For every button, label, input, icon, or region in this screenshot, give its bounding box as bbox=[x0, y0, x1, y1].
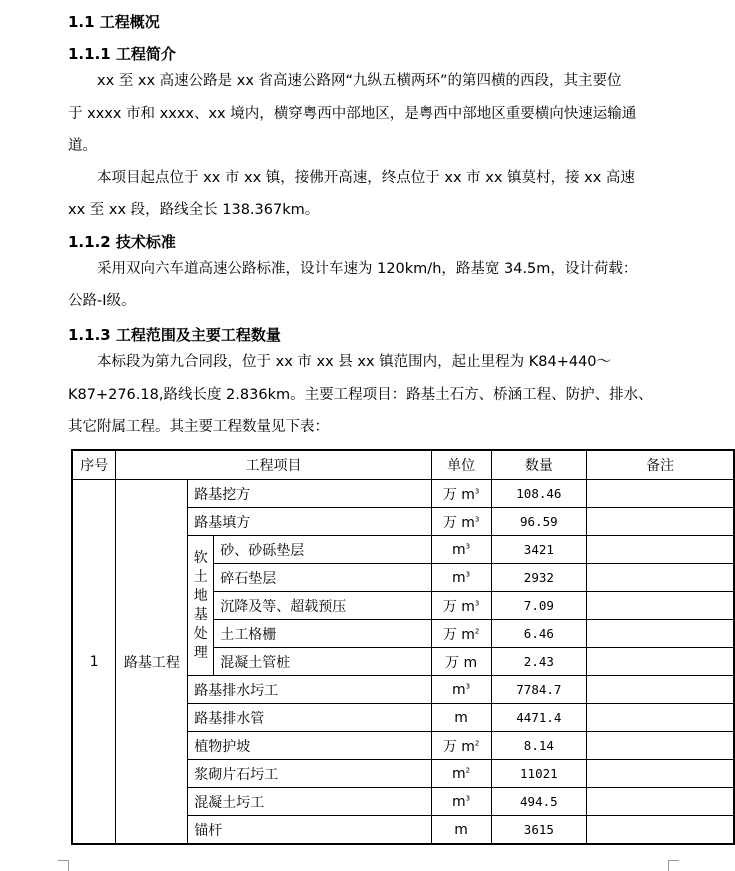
scope-paragraph-line: K87+276.18,路线长度 2.836km。主要工程项目：路基土石方、桥涵工程、防护、排水、 bbox=[68, 387, 653, 403]
qty-cell: 4471.4 bbox=[491, 704, 587, 732]
item-cell: 沉降及等、超载预压 bbox=[214, 592, 431, 620]
qty-cell: 11021 bbox=[491, 760, 587, 788]
unit-cell: 万 $m^3$ bbox=[431, 508, 491, 536]
section-heading-1-1-1: 1.1.1 工程简介 bbox=[68, 45, 176, 63]
item-cell: 锚杆 bbox=[188, 816, 431, 845]
note-cell bbox=[587, 508, 734, 536]
note-cell bbox=[587, 648, 734, 676]
unit-cell: 万 m bbox=[431, 648, 491, 676]
standard-paragraph-line: 采用双向六车道高速公路标准，设计车速为 120km/h，路基宽 34.5m，设计荷载： bbox=[97, 261, 638, 277]
section-heading-1-1-2: 1.1.2 技术标准 bbox=[68, 233, 176, 251]
section-heading-1-1-3: 1.1.3 工程范围及主要工程数量 bbox=[68, 326, 281, 344]
intro-paragraph-line: xx 至 xx 段，路线全长 138.367km。 bbox=[68, 202, 320, 218]
unit-cell: m bbox=[431, 816, 491, 845]
unit-cell: $m^2$ bbox=[431, 760, 491, 788]
table-row bbox=[72, 480, 734, 508]
intro-paragraph-line: 本项目起点位于 xx 市 xx 镇，接佛开高速，终点位于 xx 市 xx 镇莫村，接 xx 高速 bbox=[97, 170, 635, 186]
item-cell: 浆砌片石圬工 bbox=[188, 760, 431, 788]
unit-cell: $m^3$ bbox=[431, 536, 491, 564]
item-cell: 碎石垫层 bbox=[214, 564, 431, 592]
item-cell: 路基排水圬工 bbox=[188, 676, 431, 704]
unit-cell: 万 $m^2$ bbox=[431, 620, 491, 648]
standard-paragraph-line: 公路-Ⅰ级。 bbox=[68, 293, 136, 309]
item-cell: 混凝土管桩 bbox=[214, 648, 431, 676]
scope-paragraph-line: 其它附属工程。其主要工程数量见下表： bbox=[68, 419, 329, 435]
qty-cell: 7784.7 bbox=[491, 676, 587, 704]
note-cell bbox=[587, 788, 734, 816]
unit-cell: $m^3$ bbox=[431, 676, 491, 704]
qty-cell: 108.46 bbox=[491, 480, 587, 508]
unit-cell: $m^3$ bbox=[431, 564, 491, 592]
note-cell bbox=[587, 676, 734, 704]
unit-cell: $m^3$ bbox=[431, 788, 491, 816]
category-cell: 路基工程 bbox=[116, 480, 188, 845]
note-cell bbox=[587, 480, 734, 508]
item-cell: 砂、砂砾垫层 bbox=[214, 536, 431, 564]
unit-cell: 万 $m^3$ bbox=[431, 592, 491, 620]
header-item: 工程项目 bbox=[116, 450, 431, 480]
intro-paragraph-line: 道。 bbox=[68, 138, 97, 154]
intro-paragraph-line: 于 xxxx 市和 xxxx、xx 境内，横穿粤西中部地区，是粤西中部地区重要横向快速运输通 bbox=[68, 106, 637, 122]
unit-cell: m bbox=[431, 704, 491, 732]
qty-cell: 7.09 bbox=[491, 592, 587, 620]
item-cell: 路基排水管 bbox=[188, 704, 431, 732]
intro-paragraph-line: xx 至 xx 高速公路是 xx 省高速公路网“九纵五横两环”的第四横的西段，其主要位 bbox=[97, 73, 622, 89]
note-cell bbox=[587, 760, 734, 788]
page-corner-mark bbox=[668, 860, 679, 871]
item-cell: 混凝土圬工 bbox=[188, 788, 431, 816]
quantity-table bbox=[71, 449, 735, 845]
qty-cell: 6.46 bbox=[491, 620, 587, 648]
soft-foundation-group-label: 软 土 地 基 处 理 bbox=[188, 536, 214, 676]
header-unit: 单位 bbox=[431, 450, 491, 480]
note-cell bbox=[587, 620, 734, 648]
qty-cell: 8.14 bbox=[491, 732, 587, 760]
item-cell: 路基挖方 bbox=[188, 480, 431, 508]
qty-cell: 3421 bbox=[491, 536, 587, 564]
item-cell: 植物护坡 bbox=[188, 732, 431, 760]
unit-cell: 万 $m^3$ bbox=[431, 480, 491, 508]
note-cell bbox=[587, 816, 734, 845]
seq-cell: 1 bbox=[72, 480, 116, 845]
header-qty: 数量 bbox=[491, 450, 587, 480]
qty-cell: 494.5 bbox=[491, 788, 587, 816]
section-heading-1-1: 1.1 工程概况 bbox=[68, 13, 160, 31]
note-cell bbox=[587, 732, 734, 760]
scope-paragraph-line: 本标段为第九合同段，位于 xx 市 xx 县 xx 镇范围内，起止里程为 K84+440～ bbox=[97, 354, 612, 370]
item-cell: 路基填方 bbox=[188, 508, 431, 536]
note-cell bbox=[587, 536, 734, 564]
header-seq: 序号 bbox=[72, 450, 116, 480]
unit-cell: 万 $m^2$ bbox=[431, 732, 491, 760]
item-cell: 土工格栅 bbox=[214, 620, 431, 648]
header-note: 备注 bbox=[587, 450, 734, 480]
note-cell bbox=[587, 704, 734, 732]
qty-cell: 3615 bbox=[491, 816, 587, 845]
qty-cell: 96.59 bbox=[491, 508, 587, 536]
qty-cell: 2932 bbox=[491, 564, 587, 592]
qty-cell: 2.43 bbox=[491, 648, 587, 676]
note-cell bbox=[587, 592, 734, 620]
note-cell bbox=[587, 564, 734, 592]
page-corner-mark bbox=[58, 860, 69, 871]
